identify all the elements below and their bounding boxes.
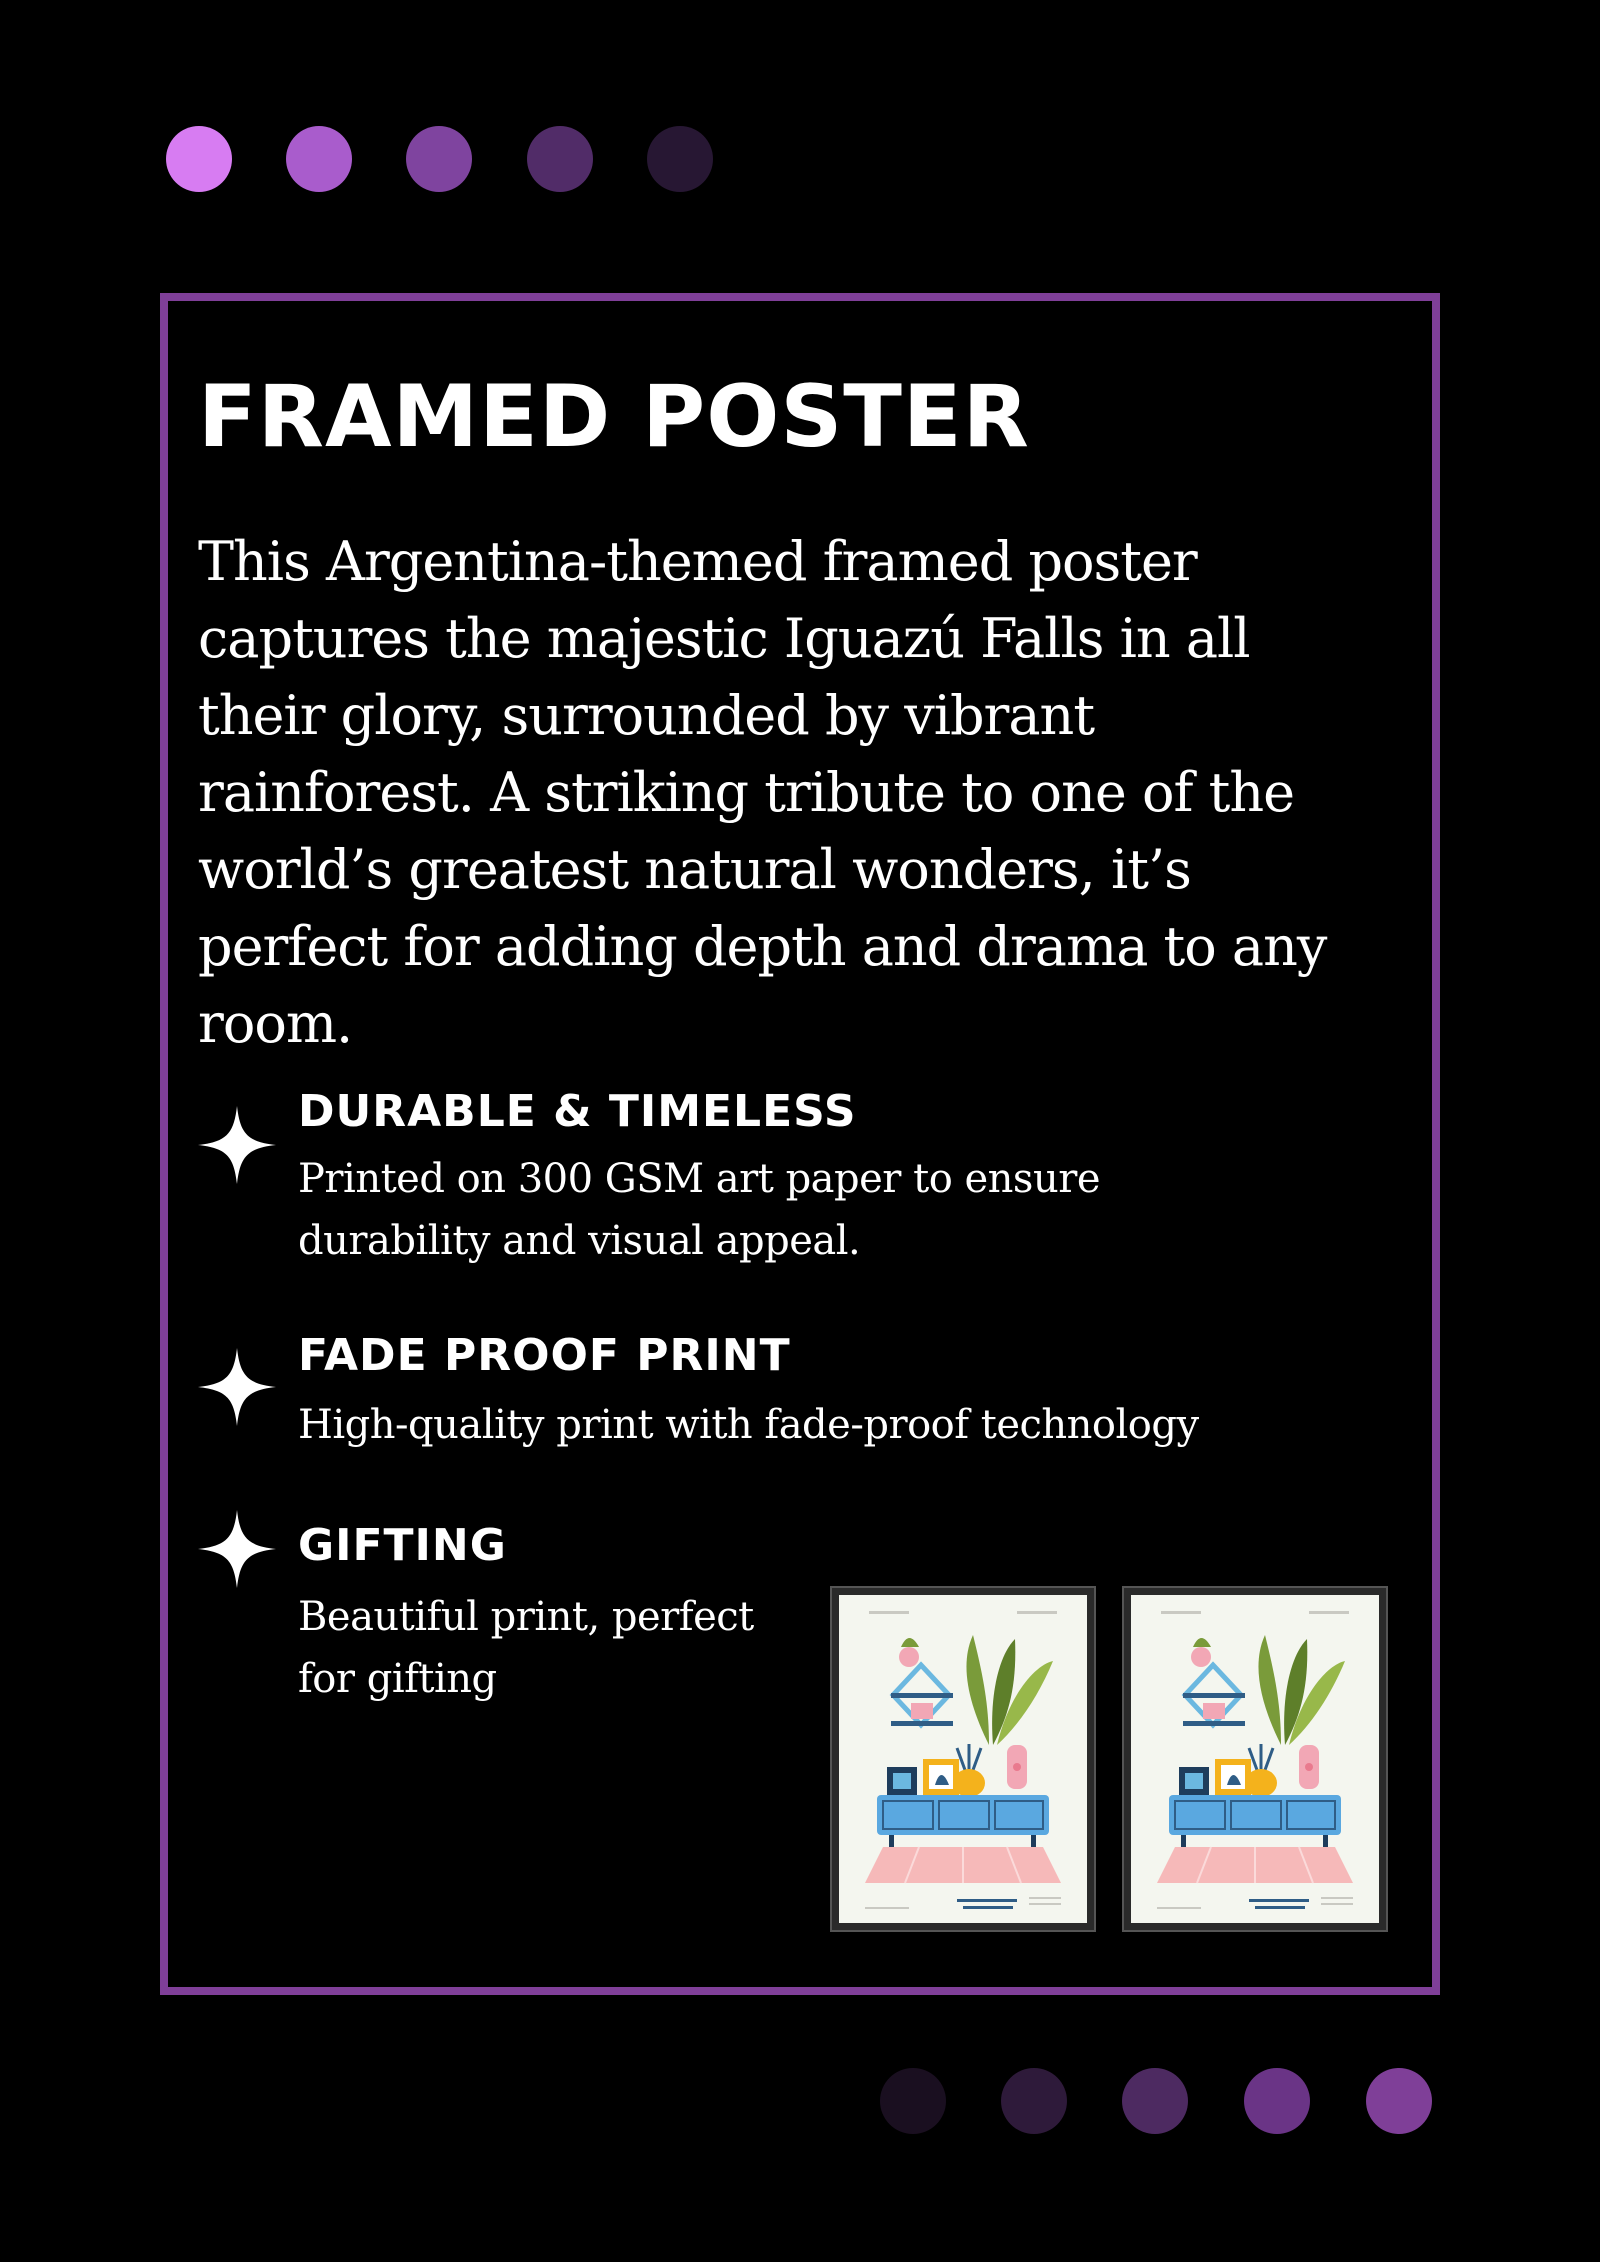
poster-illustration xyxy=(1131,1595,1379,1923)
feature-text-fade-proof: High-quality print with fade-proof technology xyxy=(298,1402,1199,1448)
dot xyxy=(1366,2068,1432,2134)
dot xyxy=(527,126,593,192)
dot xyxy=(286,126,352,192)
page-title: FRAMED POSTER xyxy=(198,367,1030,467)
dot xyxy=(1122,2068,1188,2134)
dot xyxy=(647,126,713,192)
sparkle-icon xyxy=(198,1510,276,1588)
poster-illustration xyxy=(839,1595,1087,1923)
feature-title-fade-proof: FADE PROOF PRINT xyxy=(298,1330,791,1381)
poster-thumbnail xyxy=(1124,1588,1386,1930)
dot xyxy=(406,126,472,192)
feature-title-gifting: GIFTING xyxy=(298,1520,507,1571)
feature-title-durable: DURABLE & TIMELESS xyxy=(298,1086,857,1137)
dot xyxy=(1244,2068,1310,2134)
dot xyxy=(1001,2068,1067,2134)
sparkle-icon xyxy=(198,1106,276,1184)
feature-text-durable: Printed on 300 GSM art paper to ensure durability and visual appeal. xyxy=(298,1156,1101,1264)
poster-thumbnail xyxy=(832,1588,1094,1930)
dot xyxy=(166,126,232,192)
sparkle-icon xyxy=(198,1348,276,1426)
product-description: This Argentina-themed framed poster captures the majestic Iguazú Falls in all their glory, surrounded by vibrant rainforest. A striking tribute to one of the world’s greatest natural wonders, it’s perfect for adding depth and drama to any room. xyxy=(198,530,1327,1055)
dot xyxy=(880,2068,946,2134)
feature-text-gifting: Beautiful print, perfect for gifting xyxy=(298,1594,754,1702)
